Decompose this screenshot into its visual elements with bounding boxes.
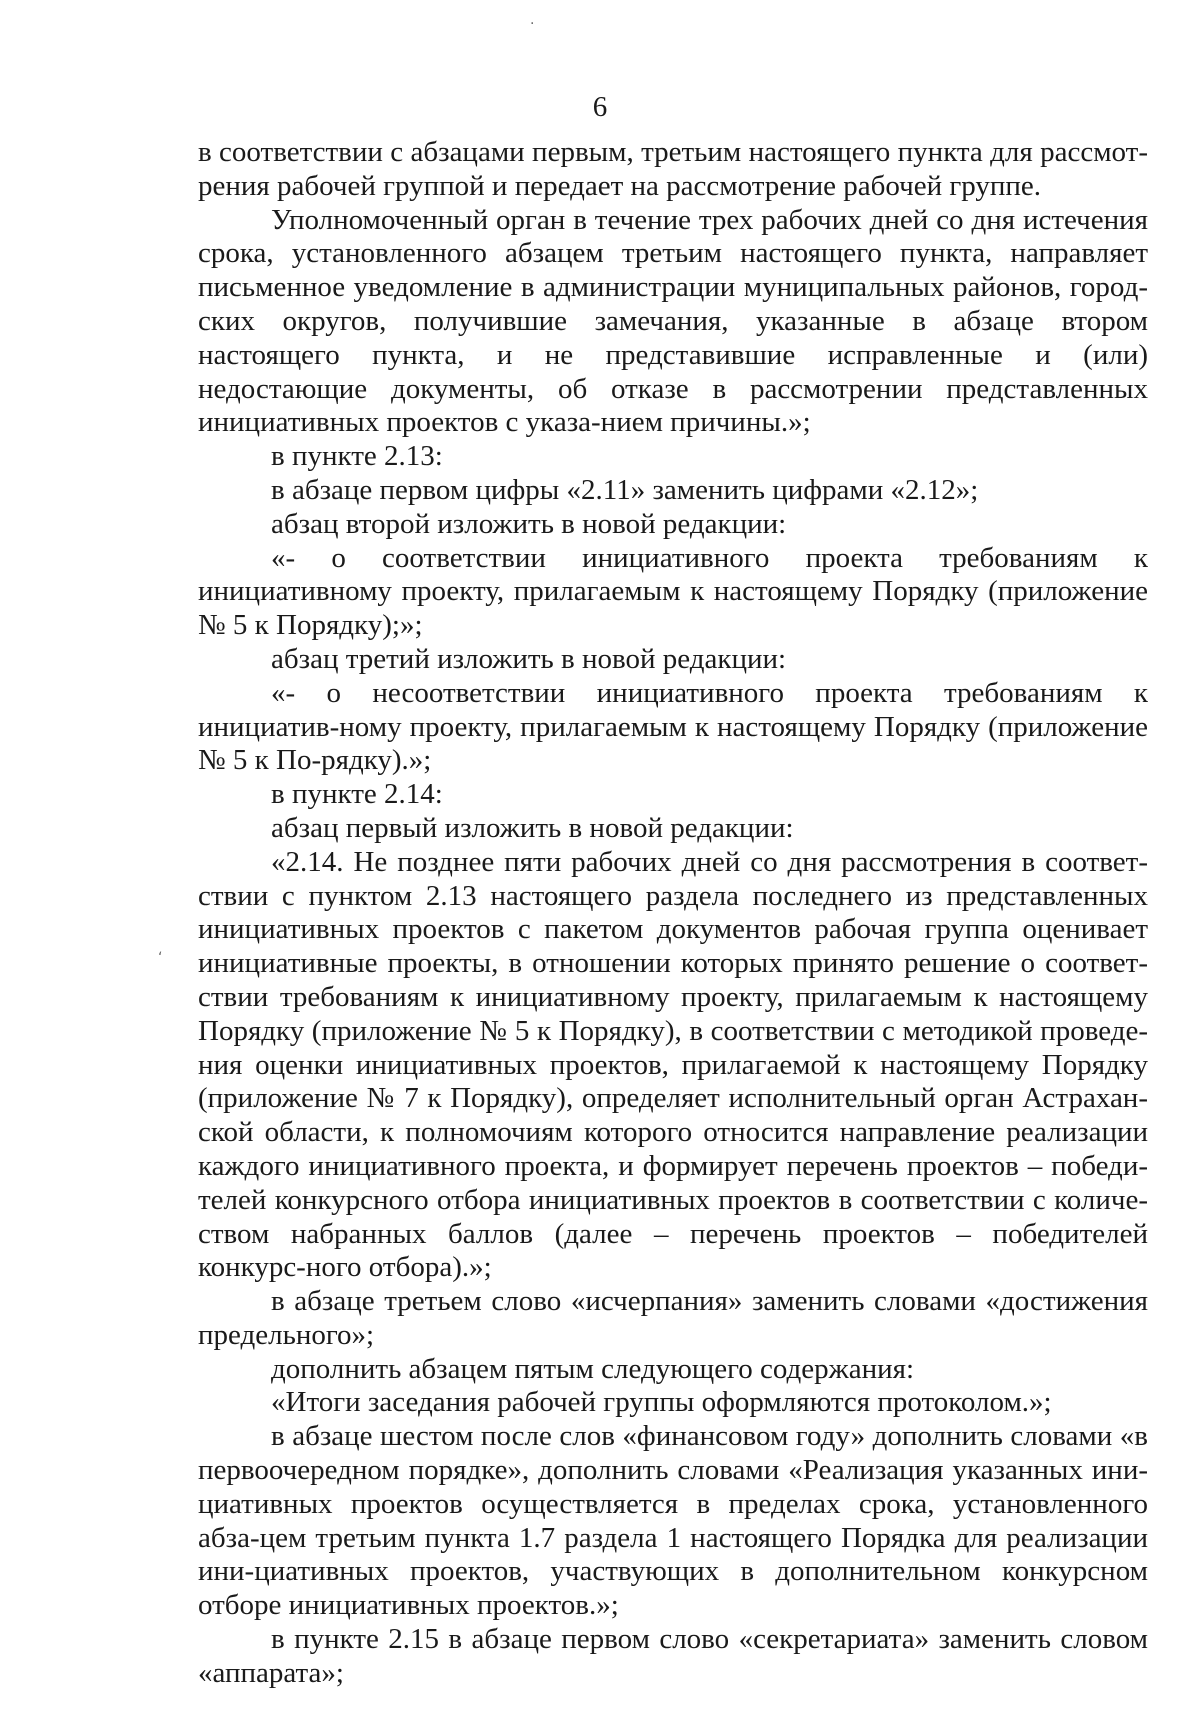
paragraph-14: «Итоги заседания рабочей группы оформляются протоколом.»; bbox=[271, 1386, 1052, 1419]
scan-artifact: · bbox=[530, 16, 535, 32]
paragraph-3: в пункте 2.13: bbox=[271, 440, 443, 473]
paragraph-5: абзац второй изложить в новой редакции: bbox=[271, 507, 787, 540]
paragraph-7: абзац третий изложить в новой редакции: bbox=[271, 642, 787, 675]
page-number: 6 bbox=[592, 91, 608, 123]
paragraph-6: «- о соответствии инициативного проекта требованиям к инициативному проекту, прилагаемым к настоящему Порядку (приложение № 5 к Порядку);»; bbox=[198, 541, 1148, 642]
paragraph-11: «2.14. Не позднее пяти рабочих дней со дня рассмотрения в соответ-ствии с пунктом 2.13 настоящего раздела последнего из представленных инициативных проектов с пакетом документов рабочая группа оценивает инициативные проекты, в отношении которых принято решение о соответ-ствии требованиям к инициативному проекту, прилагаемым к настоящему Порядку (приложение № 5 к Порядку), в соответствии с методикой проведе-ния оценки инициативных проектов, прилагаемой к настоящему Порядку (приложение № 7 к Порядку), определяет исполнительный орган Астрахан-ской области, к полномочиям которого относится направление реализации каждого инициативного проекта, и формирует перечень проектов – победи-телей конкурсного отбора инициативных проектов в соответствии с количе-ством набранных баллов (далее – перечень проектов – победителей конкурс-ного отбора).»; bbox=[198, 845, 1148, 1284]
document-body bbox=[198, 136, 1148, 1691]
scan-artifact: ‘ bbox=[158, 950, 163, 966]
paragraph-4: в абзаце первом цифры «2.11» заменить цифрами «2.12»; bbox=[271, 473, 979, 506]
paragraph-15: в абзаце шестом после слов «финансовом году» дополнить словами «в первоочередном порядке», дополнить словами «Реализация указанных ини-циативных проектов осуществляется в пределах срока, установленного абза-цем третьим пункта 1.7 раздела 1 настоящего Порядка для реализации ини-циативных проектов, участвующих в дополнительном конкурсном отборе инициативных проектов.»; bbox=[198, 1420, 1148, 1622]
paragraph-8: «- о несоответствии инициативного проекта требованиям к инициатив-ному проекту, прилагаемым к настоящему Порядку (приложение № 5 к По-рядку).»; bbox=[198, 676, 1148, 777]
paragraph-16: в пункте 2.15 в абзаце первом слово «секретариата» заменить словом «аппарата»; bbox=[198, 1623, 1148, 1689]
paragraph-2: Уполномоченный орган в течение трех рабочих дней со дня истечения срока, установленного абзацем третьим настоящего пункта, направляет письменное уведомление в администрации муниципальных районов, город-ских округов, получившие замечания, указанные в абзаце втором настоящего пункта, и не представившие исправленные и (или) недостающие документы, об отказе в рассмотрении представленных инициативных проектов с указа-нием причины.»; bbox=[198, 203, 1148, 439]
paragraph-12: в абзаце третьем слово «исчерпания» заменить словами «достижения предельного»; bbox=[198, 1285, 1148, 1351]
paragraph-1: в соответствии с абзацами первым, третьим настоящего пункта для рассмот-рения рабочей группой и передает на рассмотрение рабочей группе. bbox=[198, 136, 1148, 202]
paragraph-10: абзац первый изложить в новой редакции: bbox=[271, 811, 794, 844]
paragraph-13: дополнить абзацем пятым следующего содержания: bbox=[271, 1352, 914, 1385]
paragraph-9: в пункте 2.14: bbox=[271, 778, 443, 811]
